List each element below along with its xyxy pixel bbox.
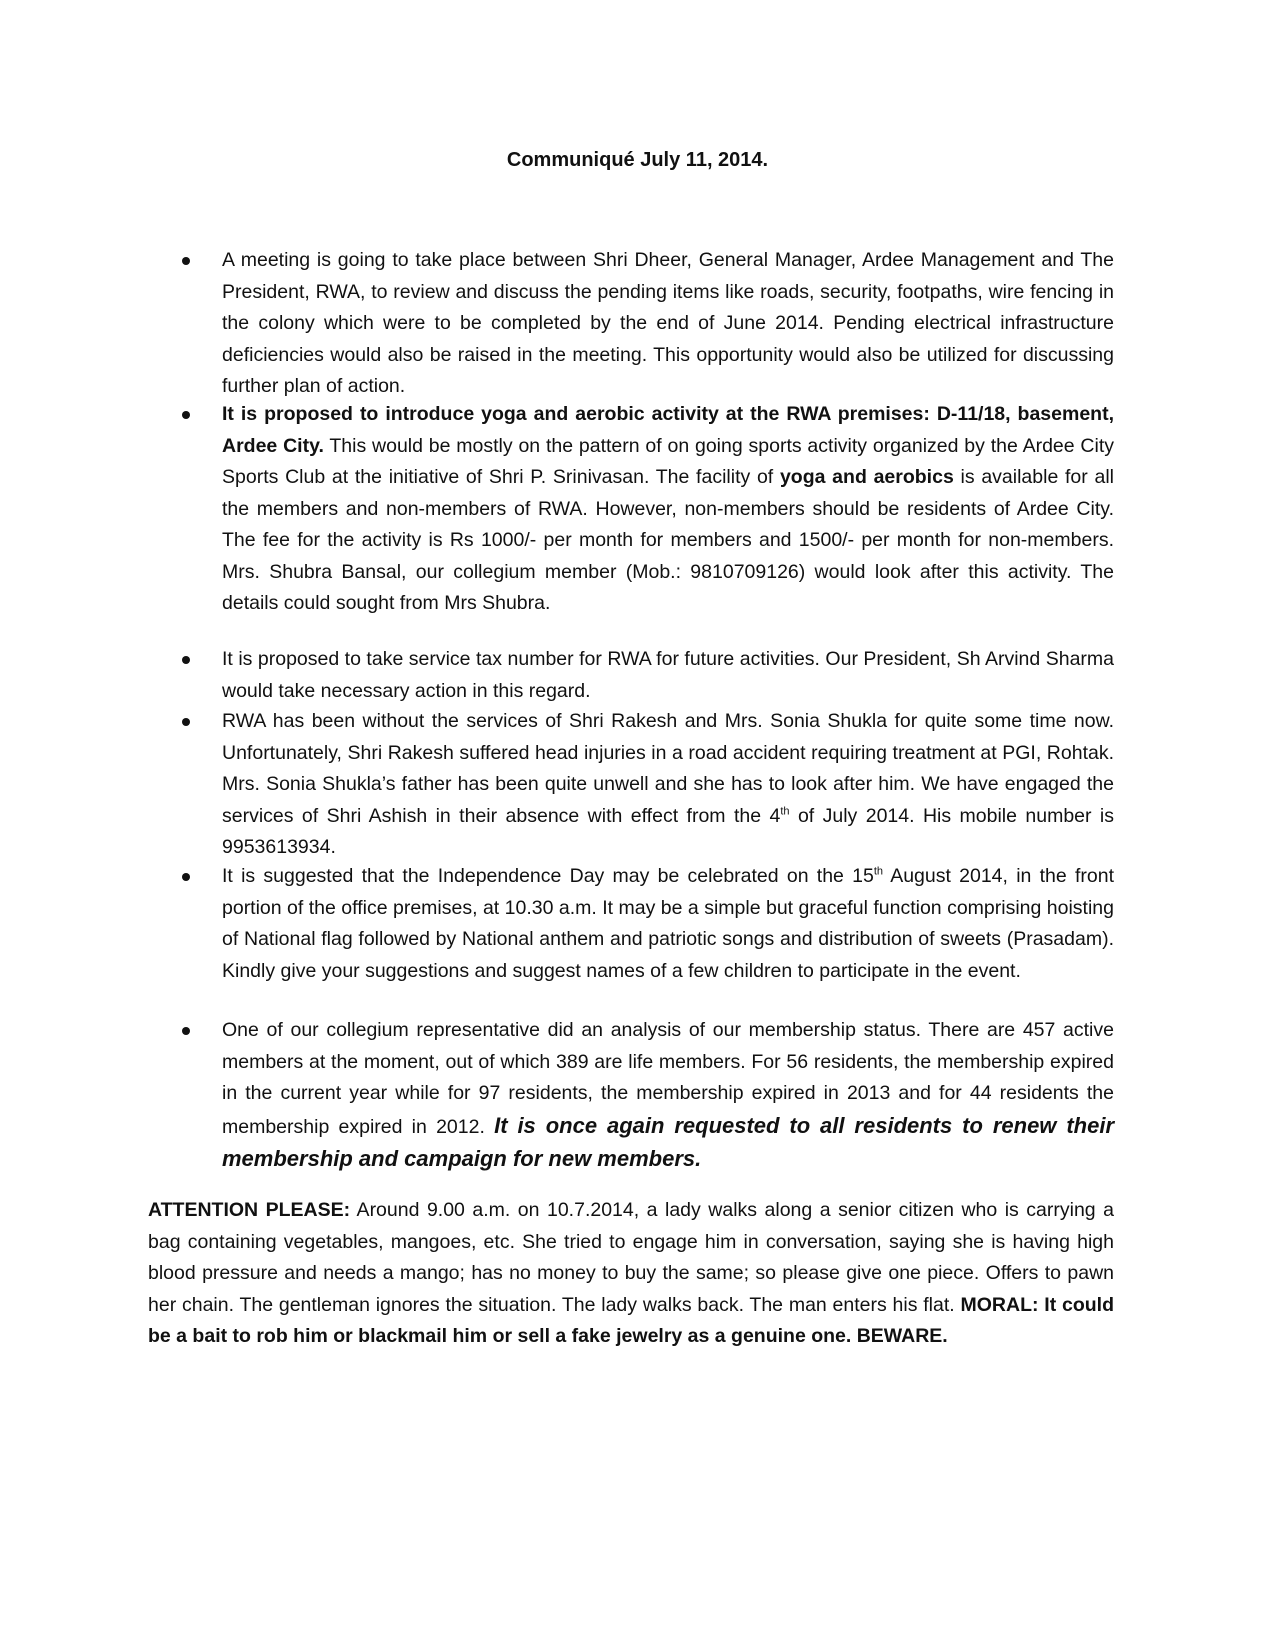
bullet-2 bbox=[180, 411, 194, 425]
item-independence-text-1: It is suggested that the Independence Day may be celebrated on the 15 bbox=[222, 865, 874, 887]
item-staff-superscript: th bbox=[780, 805, 790, 817]
item-yoga bbox=[222, 399, 1114, 620]
bullet-3 bbox=[180, 656, 194, 670]
item-yoga-text-2: is available for all the members and non-members of RWA. However, non-members should be residents of Ardee City. The fee for the activity is Rs 1000/- per month for members and 1500/- per month for non-members. Mrs. Shubra Bansal, our collegium member (Mob.: 9810709126) would look after this activity. The details could sought from Mrs Shubra. bbox=[222, 466, 1115, 614]
item-yoga-text-1: This would be mostly on the pattern of on going sports activity organized by the Ardee City Sports Club at the initiative of Shri P. Srinivasan. The facility of bbox=[222, 434, 1115, 488]
moral-text: MORAL: It could be a bait to rob him or blackmail him or sell a fake jewelry as a genuine one. BEWARE. bbox=[148, 1293, 1114, 1347]
bullet-6 bbox=[180, 1027, 194, 1041]
item-staff-text-1: RWA has been without the services of Shri Rakesh and Mrs. Sonia Shukla for quite some time now. Unfortunately, Shri Rakesh suffered head injuries in a road accident requiring treatment at PGI, Rohtak. Mrs. Sonia Shukla’s father has been quite unwell and she has to look after him. We have engaged the services of Shri Ashish in their absence with effect from the 4 bbox=[222, 710, 1114, 827]
document-title: Communiqué July 11, 2014. bbox=[506, 149, 769, 171]
item-staff-text-2: of July 2014. His mobile number is 9953613934. bbox=[222, 804, 1115, 858]
item-yoga-heading: It is proposed to introduce yoga and aerobic activity at the RWA premises: D-11/18, basement, Ardee City. bbox=[222, 403, 1114, 457]
bullet-5 bbox=[180, 873, 194, 887]
attention-body: Around 9.00 a.m. on 10.7.2014, a lady walks along a senior citizen who is carrying a bag containing vegetables, mangoes, etc. She tried to engage him in conversation, saying she is having high blood pressure and needs a mango; has no money to buy the same; so please give one piece. Offers to pawn her chain. The gentleman ignores the situation. The lady walks back. The man enters his flat. bbox=[148, 1199, 1114, 1316]
item-meeting-text: A meeting is going to take place between Shri Dheer, General Manager, Ardee Management and The President, RWA, to review and discuss the pending items like roads, security, footpaths, wire fencing in the colony which were to be completed by the end of June 2014. Pending electrical infrastructure deficiencies would also be raised in the meeting. This opportunity would also be utilized for discussing further plan of action. bbox=[222, 249, 1114, 397]
bullet-4 bbox=[180, 718, 194, 732]
item-service-tax bbox=[222, 644, 1114, 707]
item-membership-request: It is once again requested to all residents to renew their membership and campaign for new members. bbox=[222, 1112, 1114, 1171]
item-yoga-emphasis: yoga and aerobics bbox=[779, 466, 954, 488]
item-staff bbox=[222, 706, 1114, 864]
item-independence-day bbox=[222, 861, 1114, 987]
attention-label: ATTENTION PLEASE: bbox=[148, 1199, 351, 1221]
item-independence-text-2: August 2014, in the front portion of the office premises, at 10.30 a.m. It may be a simple but graceful function comprising hoisting of National flag followed by National anthem and patriotic songs and distribution of sweets (Prasadam). Kindly give your suggestions and suggest names of a few children to participate in the event. bbox=[222, 865, 1114, 982]
attention-paragraph bbox=[148, 1195, 1114, 1353]
item-independence-superscript: th bbox=[873, 865, 884, 878]
bullet-1 bbox=[180, 257, 194, 271]
item-membership-text: One of our collegium representative did an analysis of our membership status. There are 457 active members at the moment, out of which 389 are life members. For 56 residents, the membership expired in the current year while for 97 residents, the membership expired in 2013 and for 44 residents the membership expired in 2012. bbox=[222, 1019, 1114, 1138]
item-membership bbox=[222, 1015, 1114, 1177]
item-service-tax-text: It is proposed to take service tax number for RWA for future activities. Our President, Sh Arvind Sharma would take necessary action in this regard. bbox=[222, 648, 1114, 702]
item-meeting bbox=[222, 245, 1114, 403]
